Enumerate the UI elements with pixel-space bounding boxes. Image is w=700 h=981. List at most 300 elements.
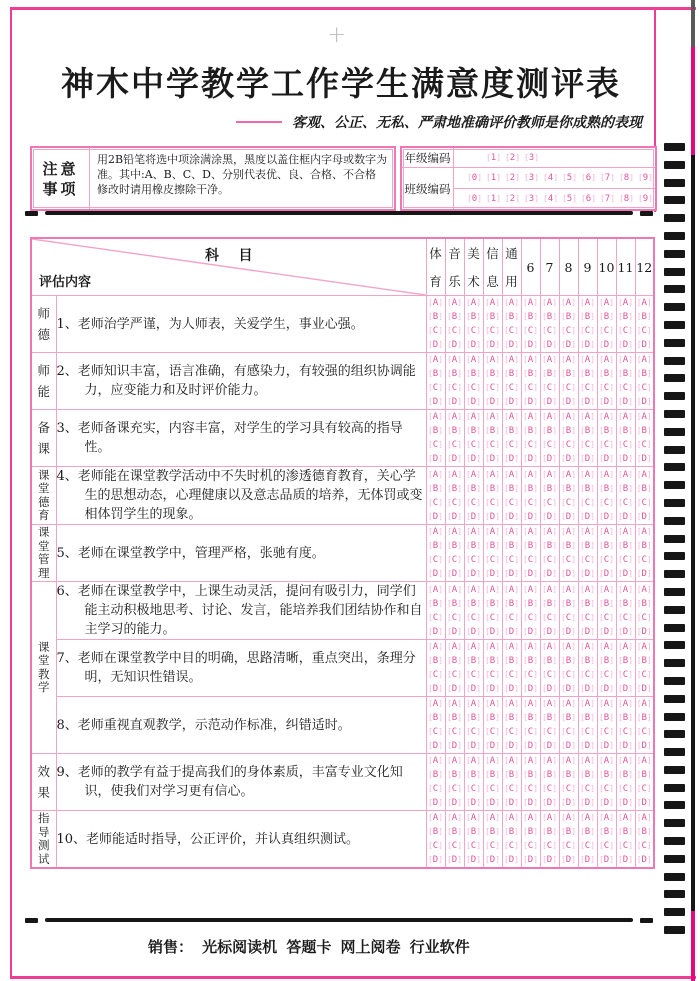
class-digit-bubble-8[interactable]: [617, 171, 636, 185]
bubble-B[interactable]: [579, 654, 597, 668]
bubble-C[interactable]: [617, 324, 635, 338]
bubble-A[interactable]: [522, 353, 540, 367]
bubble-C[interactable]: [636, 668, 654, 682]
bubble-B[interactable]: [636, 482, 654, 496]
bubble-C[interactable]: [465, 324, 483, 338]
bubble-A[interactable]: [598, 811, 616, 825]
bubble-C[interactable]: [598, 611, 616, 625]
bubble-B[interactable]: [522, 597, 540, 611]
bubble-A[interactable]: [617, 468, 635, 482]
bubble-A[interactable]: [484, 410, 502, 424]
bubble-C[interactable]: [446, 381, 464, 395]
answer-cell-体育[interactable]: [426, 582, 445, 640]
answer-cell-10[interactable]: [597, 811, 616, 869]
bubble-A[interactable]: [484, 525, 502, 539]
answer-cell-体育[interactable]: [426, 640, 445, 697]
answer-cell-通用[interactable]: [502, 467, 521, 525]
bubble-D[interactable]: [560, 796, 578, 810]
bubble-D[interactable]: [541, 739, 559, 753]
bubble-C[interactable]: [522, 839, 540, 853]
bubble-D[interactable]: [465, 567, 483, 581]
class-digit-bubble-1[interactable]: [484, 192, 503, 206]
bubble-A[interactable]: [579, 811, 597, 825]
bubble-A[interactable]: [617, 583, 635, 597]
bubble-B[interactable]: [465, 768, 483, 782]
bubble-A[interactable]: [636, 640, 654, 654]
answer-cell-音乐[interactable]: [445, 582, 464, 640]
class-digit-bubble-7[interactable]: [598, 171, 617, 185]
bubble-A[interactable]: [560, 811, 578, 825]
bubble-C[interactable]: [617, 381, 635, 395]
bubble-C[interactable]: [484, 324, 502, 338]
bubble-D[interactable]: [427, 395, 445, 409]
bubble-C[interactable]: [503, 839, 521, 853]
bubble-D[interactable]: [465, 739, 483, 753]
bubble-A[interactable]: [484, 697, 502, 711]
bubble-D[interactable]: [427, 338, 445, 352]
answer-cell-体育[interactable]: [426, 296, 445, 353]
bubble-B[interactable]: [522, 539, 540, 553]
bubble-B[interactable]: [465, 711, 483, 725]
bubble-C[interactable]: [541, 839, 559, 853]
bubble-B[interactable]: [465, 539, 483, 553]
bubble-A[interactable]: [484, 811, 502, 825]
bubble-C[interactable]: [541, 668, 559, 682]
bubble-C[interactable]: [636, 438, 654, 452]
bubble-A[interactable]: [465, 697, 483, 711]
bubble-B[interactable]: [598, 768, 616, 782]
bubble-C[interactable]: [636, 782, 654, 796]
bubble-D[interactable]: [503, 625, 521, 639]
bubble-D[interactable]: [636, 452, 654, 466]
bubble-D[interactable]: [579, 567, 597, 581]
bubble-A[interactable]: [541, 410, 559, 424]
bubble-A[interactable]: [579, 410, 597, 424]
bubble-A[interactable]: [427, 296, 445, 310]
bubble-A[interactable]: [617, 697, 635, 711]
answer-cell-8[interactable]: [559, 640, 578, 697]
bubble-A[interactable]: [522, 640, 540, 654]
answer-cell-10[interactable]: [597, 525, 616, 582]
bubble-B[interactable]: [636, 539, 654, 553]
bubble-B[interactable]: [503, 654, 521, 668]
bubble-A[interactable]: [598, 583, 616, 597]
class-digit-bubble-3[interactable]: [522, 192, 541, 206]
bubble-D[interactable]: [579, 796, 597, 810]
answer-cell-11[interactable]: [616, 525, 635, 582]
bubble-B[interactable]: [484, 482, 502, 496]
bubble-C[interactable]: [484, 782, 502, 796]
bubble-C[interactable]: [427, 611, 445, 625]
bubble-A[interactable]: [598, 697, 616, 711]
answer-cell-信息[interactable]: [483, 467, 502, 525]
bubble-D[interactable]: [560, 739, 578, 753]
bubble-A[interactable]: [446, 754, 464, 768]
bubble-D[interactable]: [541, 338, 559, 352]
answer-cell-11[interactable]: [616, 697, 635, 754]
answer-cell-11[interactable]: [616, 811, 635, 869]
bubble-D[interactable]: [446, 682, 464, 696]
bubble-D[interactable]: [617, 853, 635, 867]
answer-cell-8[interactable]: [559, 353, 578, 410]
bubble-D[interactable]: [522, 625, 540, 639]
bubble-A[interactable]: [446, 296, 464, 310]
bubble-B[interactable]: [484, 825, 502, 839]
answer-cell-7[interactable]: [540, 525, 559, 582]
bubble-B[interactable]: [446, 424, 464, 438]
bubble-B[interactable]: [484, 768, 502, 782]
bubble-A[interactable]: [522, 468, 540, 482]
bubble-A[interactable]: [465, 410, 483, 424]
bubble-B[interactable]: [579, 310, 597, 324]
bubble-B[interactable]: [522, 768, 540, 782]
bubble-B[interactable]: [560, 711, 578, 725]
bubble-C[interactable]: [465, 782, 483, 796]
bubble-B[interactable]: [446, 539, 464, 553]
bubble-C[interactable]: [636, 381, 654, 395]
bubble-B[interactable]: [446, 597, 464, 611]
answer-cell-11[interactable]: [616, 353, 635, 410]
bubble-D[interactable]: [560, 567, 578, 581]
answer-cell-美术[interactable]: [464, 697, 483, 754]
bubble-A[interactable]: [560, 410, 578, 424]
bubble-D[interactable]: [484, 510, 502, 524]
answer-cell-美术[interactable]: [464, 525, 483, 582]
bubble-C[interactable]: [579, 496, 597, 510]
bubble-D[interactable]: [484, 853, 502, 867]
answer-cell-7[interactable]: [540, 410, 559, 467]
answer-cell-6[interactable]: [521, 467, 540, 525]
bubble-B[interactable]: [503, 768, 521, 782]
bubble-A[interactable]: [503, 697, 521, 711]
bubble-B[interactable]: [560, 310, 578, 324]
bubble-C[interactable]: [503, 381, 521, 395]
bubble-A[interactable]: [617, 811, 635, 825]
bubble-D[interactable]: [541, 682, 559, 696]
bubble-A[interactable]: [522, 811, 540, 825]
bubble-A[interactable]: [541, 583, 559, 597]
bubble-D[interactable]: [484, 567, 502, 581]
bubble-B[interactable]: [598, 482, 616, 496]
answer-cell-音乐[interactable]: [445, 697, 464, 754]
answer-cell-信息[interactable]: [483, 811, 502, 869]
answer-cell-7[interactable]: [540, 467, 559, 525]
bubble-A[interactable]: [579, 754, 597, 768]
bubble-A[interactable]: [579, 353, 597, 367]
bubble-D[interactable]: [636, 739, 654, 753]
bubble-B[interactable]: [636, 768, 654, 782]
bubble-A[interactable]: [598, 754, 616, 768]
bubble-A[interactable]: [560, 697, 578, 711]
bubble-D[interactable]: [541, 452, 559, 466]
bubble-C[interactable]: [541, 782, 559, 796]
answer-cell-8[interactable]: [559, 525, 578, 582]
bubble-C[interactable]: [617, 782, 635, 796]
bubble-A[interactable]: [522, 410, 540, 424]
bubble-D[interactable]: [484, 796, 502, 810]
bubble-D[interactable]: [636, 510, 654, 524]
answer-cell-8[interactable]: [559, 582, 578, 640]
bubble-A[interactable]: [598, 468, 616, 482]
bubble-A[interactable]: [636, 296, 654, 310]
bubble-C[interactable]: [522, 725, 540, 739]
bubble-C[interactable]: [598, 782, 616, 796]
answer-cell-音乐[interactable]: [445, 525, 464, 582]
bubble-D[interactable]: [446, 853, 464, 867]
bubble-D[interactable]: [427, 567, 445, 581]
bubble-B[interactable]: [617, 424, 635, 438]
bubble-B[interactable]: [560, 367, 578, 381]
bubble-D[interactable]: [427, 682, 445, 696]
bubble-D[interactable]: [427, 796, 445, 810]
bubble-D[interactable]: [617, 796, 635, 810]
bubble-C[interactable]: [579, 438, 597, 452]
answer-cell-9[interactable]: [578, 811, 597, 869]
bubble-D[interactable]: [579, 682, 597, 696]
bubble-C[interactable]: [484, 553, 502, 567]
bubble-B[interactable]: [465, 310, 483, 324]
bubble-C[interactable]: [503, 496, 521, 510]
bubble-A[interactable]: [636, 410, 654, 424]
bubble-B[interactable]: [636, 825, 654, 839]
bubble-D[interactable]: [560, 338, 578, 352]
answer-cell-11[interactable]: [616, 754, 635, 811]
answer-cell-通用[interactable]: [502, 640, 521, 697]
answer-cell-11[interactable]: [616, 467, 635, 525]
bubble-A[interactable]: [598, 353, 616, 367]
answer-cell-美术[interactable]: [464, 467, 483, 525]
bubble-D[interactable]: [522, 739, 540, 753]
bubble-A[interactable]: [484, 353, 502, 367]
answer-cell-6[interactable]: [521, 525, 540, 582]
bubble-B[interactable]: [617, 310, 635, 324]
bubble-A[interactable]: [560, 754, 578, 768]
bubble-C[interactable]: [617, 611, 635, 625]
bubble-A[interactable]: [503, 640, 521, 654]
bubble-A[interactable]: [427, 583, 445, 597]
answer-cell-通用[interactable]: [502, 811, 521, 869]
bubble-B[interactable]: [427, 768, 445, 782]
bubble-D[interactable]: [598, 796, 616, 810]
bubble-A[interactable]: [617, 296, 635, 310]
bubble-A[interactable]: [522, 697, 540, 711]
bubble-D[interactable]: [484, 625, 502, 639]
bubble-C[interactable]: [541, 438, 559, 452]
bubble-D[interactable]: [484, 452, 502, 466]
bubble-D[interactable]: [427, 625, 445, 639]
bubble-B[interactable]: [484, 597, 502, 611]
bubble-C[interactable]: [560, 782, 578, 796]
bubble-C[interactable]: [598, 324, 616, 338]
bubble-B[interactable]: [465, 825, 483, 839]
bubble-C[interactable]: [465, 611, 483, 625]
bubble-C[interactable]: [522, 782, 540, 796]
answer-cell-8[interactable]: [559, 811, 578, 869]
bubble-A[interactable]: [522, 754, 540, 768]
answer-cell-7[interactable]: [540, 697, 559, 754]
answer-cell-7[interactable]: [540, 353, 559, 410]
bubble-C[interactable]: [465, 381, 483, 395]
bubble-C[interactable]: [579, 553, 597, 567]
answer-cell-信息[interactable]: [483, 353, 502, 410]
bubble-A[interactable]: [560, 525, 578, 539]
bubble-D[interactable]: [465, 796, 483, 810]
answer-cell-10[interactable]: [597, 467, 616, 525]
bubble-A[interactable]: [446, 811, 464, 825]
bubble-D[interactable]: [446, 338, 464, 352]
bubble-A[interactable]: [503, 811, 521, 825]
answer-cell-信息[interactable]: [483, 754, 502, 811]
class-digit-bubble-1[interactable]: [484, 171, 503, 185]
bubble-B[interactable]: [636, 711, 654, 725]
bubble-C[interactable]: [484, 839, 502, 853]
bubble-C[interactable]: [427, 725, 445, 739]
bubble-A[interactable]: [484, 468, 502, 482]
bubble-A[interactable]: [446, 353, 464, 367]
bubble-A[interactable]: [427, 410, 445, 424]
bubble-C[interactable]: [541, 324, 559, 338]
bubble-C[interactable]: [446, 611, 464, 625]
bubble-C[interactable]: [465, 496, 483, 510]
bubble-A[interactable]: [484, 583, 502, 597]
class-digit-bubble-4[interactable]: [541, 171, 560, 185]
bubble-D[interactable]: [636, 796, 654, 810]
bubble-B[interactable]: [579, 711, 597, 725]
bubble-A[interactable]: [579, 296, 597, 310]
bubble-D[interactable]: [636, 567, 654, 581]
answer-cell-11[interactable]: [616, 582, 635, 640]
bubble-A[interactable]: [503, 468, 521, 482]
bubble-B[interactable]: [427, 654, 445, 668]
bubble-D[interactable]: [503, 395, 521, 409]
answer-cell-体育[interactable]: [426, 525, 445, 582]
class-digit-bubble-6[interactable]: [579, 192, 598, 206]
bubble-A[interactable]: [617, 410, 635, 424]
answer-cell-6[interactable]: [521, 353, 540, 410]
bubble-C[interactable]: [560, 668, 578, 682]
bubble-A[interactable]: [598, 525, 616, 539]
bubble-C[interactable]: [484, 438, 502, 452]
bubble-C[interactable]: [598, 381, 616, 395]
class-digit-bubble-0[interactable]: [465, 171, 484, 185]
answer-cell-12[interactable]: [635, 697, 654, 754]
bubble-A[interactable]: [465, 296, 483, 310]
bubble-D[interactable]: [522, 682, 540, 696]
bubble-C[interactable]: [427, 839, 445, 853]
answer-cell-通用[interactable]: [502, 697, 521, 754]
class-digit-bubble-8[interactable]: [617, 192, 636, 206]
class-digit-bubble-9[interactable]: [636, 192, 655, 206]
class-digit-bubble-2[interactable]: [503, 192, 522, 206]
bubble-B[interactable]: [446, 310, 464, 324]
answer-cell-6[interactable]: [521, 754, 540, 811]
bubble-B[interactable]: [598, 825, 616, 839]
bubble-D[interactable]: [465, 452, 483, 466]
bubble-A[interactable]: [427, 697, 445, 711]
bubble-A[interactable]: [598, 296, 616, 310]
bubble-B[interactable]: [541, 597, 559, 611]
answer-cell-美术[interactable]: [464, 353, 483, 410]
bubble-A[interactable]: [541, 525, 559, 539]
bubble-D[interactable]: [636, 682, 654, 696]
bubble-D[interactable]: [579, 510, 597, 524]
bubble-B[interactable]: [427, 597, 445, 611]
bubble-B[interactable]: [522, 654, 540, 668]
bubble-C[interactable]: [560, 553, 578, 567]
bubble-C[interactable]: [579, 668, 597, 682]
bubble-D[interactable]: [579, 625, 597, 639]
answer-cell-信息[interactable]: [483, 582, 502, 640]
bubble-C[interactable]: [484, 496, 502, 510]
bubble-C[interactable]: [560, 496, 578, 510]
answer-cell-音乐[interactable]: [445, 640, 464, 697]
bubble-A[interactable]: [465, 525, 483, 539]
bubble-B[interactable]: [636, 654, 654, 668]
bubble-A[interactable]: [446, 410, 464, 424]
bubble-D[interactable]: [484, 338, 502, 352]
answer-cell-音乐[interactable]: [445, 296, 464, 353]
answer-cell-10[interactable]: [597, 697, 616, 754]
bubble-C[interactable]: [427, 381, 445, 395]
bubble-D[interactable]: [484, 395, 502, 409]
bubble-B[interactable]: [617, 768, 635, 782]
bubble-D[interactable]: [636, 338, 654, 352]
bubble-B[interactable]: [427, 424, 445, 438]
answer-cell-10[interactable]: [597, 410, 616, 467]
bubble-C[interactable]: [465, 438, 483, 452]
bubble-C[interactable]: [484, 668, 502, 682]
bubble-C[interactable]: [503, 438, 521, 452]
bubble-C[interactable]: [598, 839, 616, 853]
bubble-C[interactable]: [427, 438, 445, 452]
bubble-A[interactable]: [522, 525, 540, 539]
bubble-D[interactable]: [522, 338, 540, 352]
bubble-B[interactable]: [579, 482, 597, 496]
bubble-C[interactable]: [636, 496, 654, 510]
bubble-C[interactable]: [636, 611, 654, 625]
bubble-D[interactable]: [579, 853, 597, 867]
bubble-B[interactable]: [503, 711, 521, 725]
answer-cell-体育[interactable]: [426, 811, 445, 869]
bubble-C[interactable]: [617, 553, 635, 567]
answer-cell-通用[interactable]: [502, 410, 521, 467]
bubble-D[interactable]: [636, 853, 654, 867]
bubble-D[interactable]: [598, 682, 616, 696]
bubble-A[interactable]: [484, 754, 502, 768]
bubble-A[interactable]: [541, 296, 559, 310]
bubble-D[interactable]: [579, 452, 597, 466]
bubble-B[interactable]: [598, 424, 616, 438]
bubble-B[interactable]: [484, 711, 502, 725]
bubble-C[interactable]: [484, 611, 502, 625]
bubble-D[interactable]: [541, 853, 559, 867]
answer-cell-9[interactable]: [578, 296, 597, 353]
bubble-C[interactable]: [541, 381, 559, 395]
answer-cell-8[interactable]: [559, 754, 578, 811]
class-digit-bubble-6[interactable]: [579, 171, 598, 185]
bubble-C[interactable]: [503, 324, 521, 338]
bubble-B[interactable]: [465, 424, 483, 438]
answer-cell-12[interactable]: [635, 410, 654, 467]
answer-cell-信息[interactable]: [483, 640, 502, 697]
bubble-A[interactable]: [503, 754, 521, 768]
bubble-C[interactable]: [541, 725, 559, 739]
bubble-D[interactable]: [522, 567, 540, 581]
answer-cell-8[interactable]: [559, 410, 578, 467]
bubble-D[interactable]: [503, 796, 521, 810]
bubble-D[interactable]: [560, 510, 578, 524]
bubble-B[interactable]: [617, 597, 635, 611]
